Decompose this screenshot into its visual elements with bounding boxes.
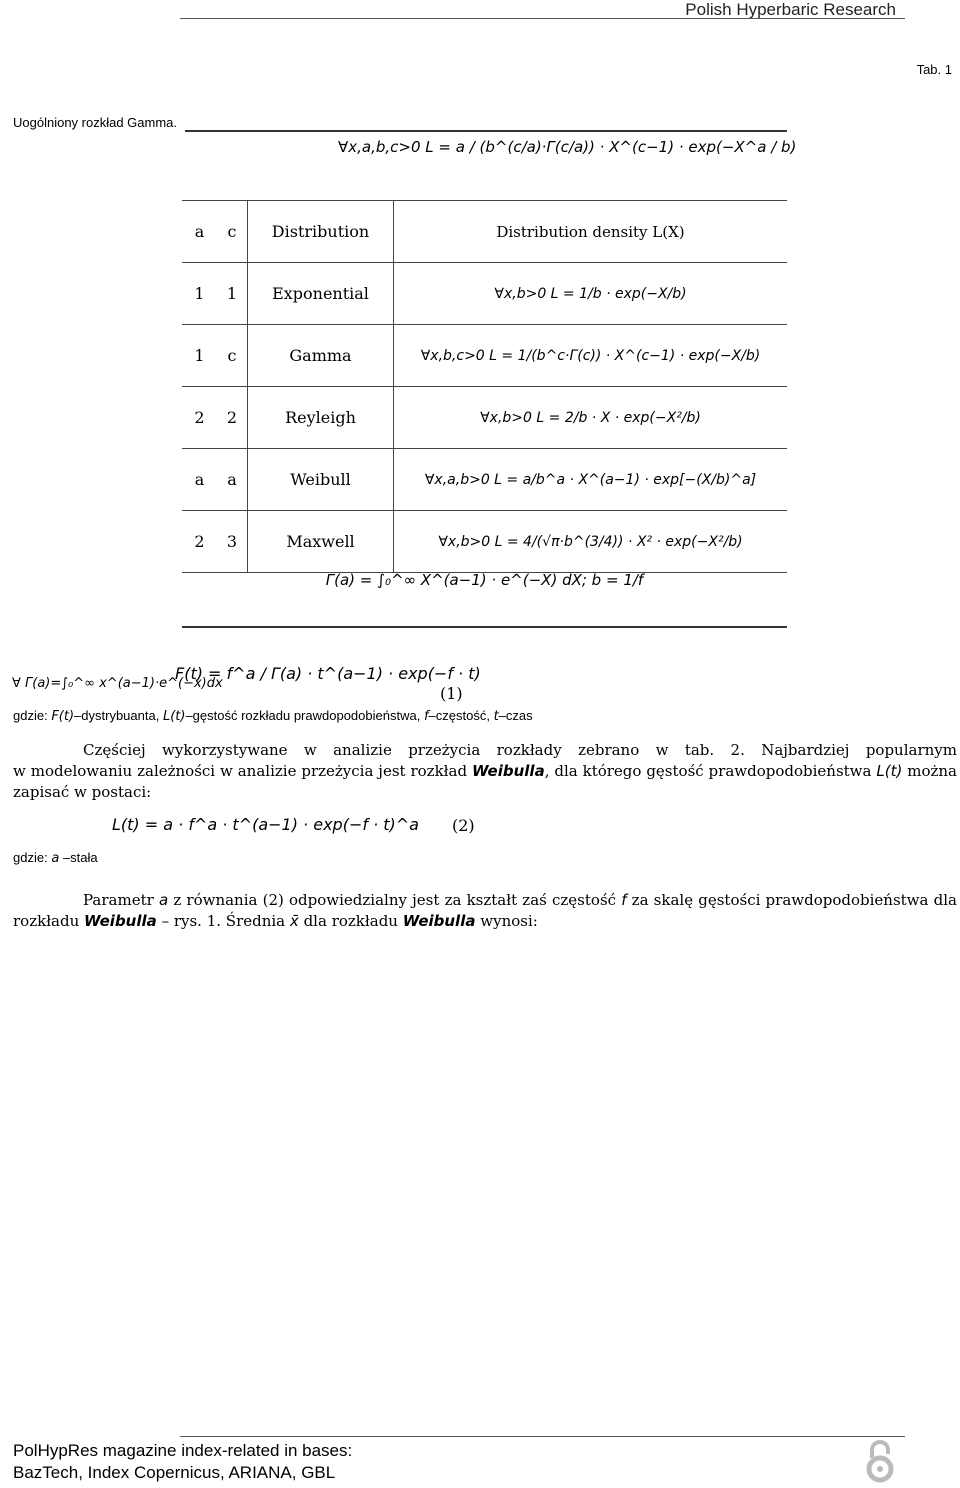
distribution-table [182, 200, 787, 573]
gamma-definition [182, 565, 787, 628]
symbol-a: a [158, 891, 169, 909]
text-run: wynosi: [480, 912, 538, 930]
table-row [182, 387, 787, 449]
header-c: c [217, 201, 248, 263]
symbol-a: a [51, 851, 60, 866]
paragraph-2 [13, 890, 957, 932]
gamma-note: ∀ Γ(a)=∫₀^∞ x^(a−1)·e^(−x)dx [12, 676, 223, 691]
weibulla-term: Weibulla [402, 912, 476, 930]
symbol-f: f [423, 709, 429, 724]
text-run: z równania (2) odpowiedzialny jest za kształt zaś częstość [173, 891, 617, 909]
equation-2: L(t) = a · f^a · t^(a−1) · exp(−f · t)^a [112, 815, 419, 834]
table-row [182, 511, 787, 573]
equation-2-number: (2) [452, 816, 475, 835]
weibulla-term: Weibulla [84, 912, 157, 930]
gamma-definition-text: Γ(a) = ∫₀^∞ X^(a−1) · e^(−X) dX; b = 1/f [325, 571, 644, 589]
header-distribution: Distribution [248, 201, 394, 263]
text-run: w modelowaniu zależności w analizie przeżycia jest rozkład [13, 762, 468, 780]
paragraph-2-line-2 [13, 911, 957, 932]
text-run: za skalę gęstości prawdopodobieństwa dla [631, 891, 957, 909]
where-label: gdzie: [13, 708, 48, 723]
desc-f: –częstość, [428, 708, 490, 723]
cell-formula: ∀x,b>0 L = 1/b · exp(−X/b) [494, 285, 687, 302]
table-top-rule [185, 130, 787, 132]
paragraph-2-line-1 [13, 890, 957, 911]
cell-a: 1 [194, 346, 205, 365]
symbol-L: L(t) [876, 762, 903, 780]
desc-L: –gęstość rozkładu prawdopodobieństwa, [185, 708, 421, 723]
cell-a: a [194, 470, 205, 489]
cell-c: a [217, 449, 248, 511]
cell-c: 2 [217, 387, 248, 449]
table-header-row [182, 201, 787, 263]
cell-formula: ∀x,a,b>0 L = a/b^a · X^(a−1) · exp[−(X/b)^a] [424, 471, 757, 488]
header-rule [180, 18, 905, 19]
definitions-line-2 [13, 850, 98, 866]
cell-distribution: Gamma [248, 325, 394, 387]
where-label: gdzie: [13, 850, 48, 865]
paragraph-1-line-2 [13, 761, 957, 782]
table-reference: Tab. 1 [916, 62, 952, 77]
cell-c: c [217, 325, 248, 387]
open-access-icon [862, 1440, 898, 1488]
table-row [182, 325, 787, 387]
footer-line-2: BazTech, Index Copernicus, ARIANA, GBL [13, 1463, 336, 1482]
cell-a: 2 [194, 408, 205, 427]
journal-header: Polish Hyperbaric Research [685, 0, 896, 19]
footer-line-1: PolHypRes magazine index-related in bases: [13, 1441, 353, 1460]
table-row [182, 263, 787, 325]
text-run: Parametr [83, 891, 154, 909]
symbol-xbar: x̄ [289, 912, 299, 930]
paragraph-1 [13, 740, 957, 803]
cell-formula: ∀x,b,c>0 L = 1/(b^c·Γ(c)) · X^(c−1) · exp(−X/b) [420, 347, 761, 364]
paragraph-1-line-3: zapisać w postaci: [13, 783, 152, 801]
cell-distribution: Weibull [248, 449, 394, 511]
text-run: – rys. 1. Średnia [161, 912, 286, 930]
footer [13, 1440, 352, 1484]
symbol-t: t [493, 709, 499, 724]
table-caption: Uogólniony rozkład Gamma. [13, 115, 178, 130]
header-density: Distribution density L(X) [496, 222, 685, 241]
text-run: rozkładu [13, 912, 80, 930]
cell-a: 1 [194, 284, 205, 303]
cell-a: 2 [194, 532, 205, 551]
text-run: można [907, 762, 957, 780]
symbol-L: L(t) [162, 709, 186, 724]
text-run: dla rozkładu [303, 912, 398, 930]
cell-distribution: Maxwell [248, 511, 394, 573]
footer-rule [180, 1436, 905, 1437]
paragraph-1-line-1: Częściej wykorzystywane w analizie przeżycia rozkłady zebrano w tab. 2. Najbardziej popularnym [83, 741, 957, 759]
general-gamma-formula: ∀x,a,b,c>0 L = a / (b^(c/a)·Γ(c/a)) · X^(c−1) · exp(−X^a / b) [338, 138, 797, 156]
cell-formula: ∀x,b>0 L = 4/(√π·b^(3/4)) · X² · exp(−X²/b) [438, 533, 743, 550]
cell-formula: ∀x,b>0 L = 2/b · X · exp(−X²/b) [480, 409, 701, 426]
cell-distribution: Exponential [248, 263, 394, 325]
weibulla-term: Weibulla [471, 762, 545, 780]
equation-1: F(t) = f^a / Γ(a) · t^(a−1) · exp(−f · t) [175, 664, 481, 683]
desc-F: –dystrybuanta, [74, 708, 160, 723]
header-a: a [194, 222, 205, 241]
table-row [182, 449, 787, 511]
desc-a: –stała [62, 850, 98, 865]
symbol-F: F(t) [51, 709, 75, 724]
cell-distribution: Reyleigh [248, 387, 394, 449]
equation-1-number: (1) [440, 684, 463, 703]
cell-c: 1 [217, 263, 248, 325]
cell-c: 3 [217, 511, 248, 573]
symbol-f: f [621, 891, 627, 909]
definitions-line-1 [13, 708, 533, 724]
text-run: , dla którego gęstość prawdopodobieństwa [544, 762, 872, 780]
desc-t: –czas [498, 708, 533, 723]
